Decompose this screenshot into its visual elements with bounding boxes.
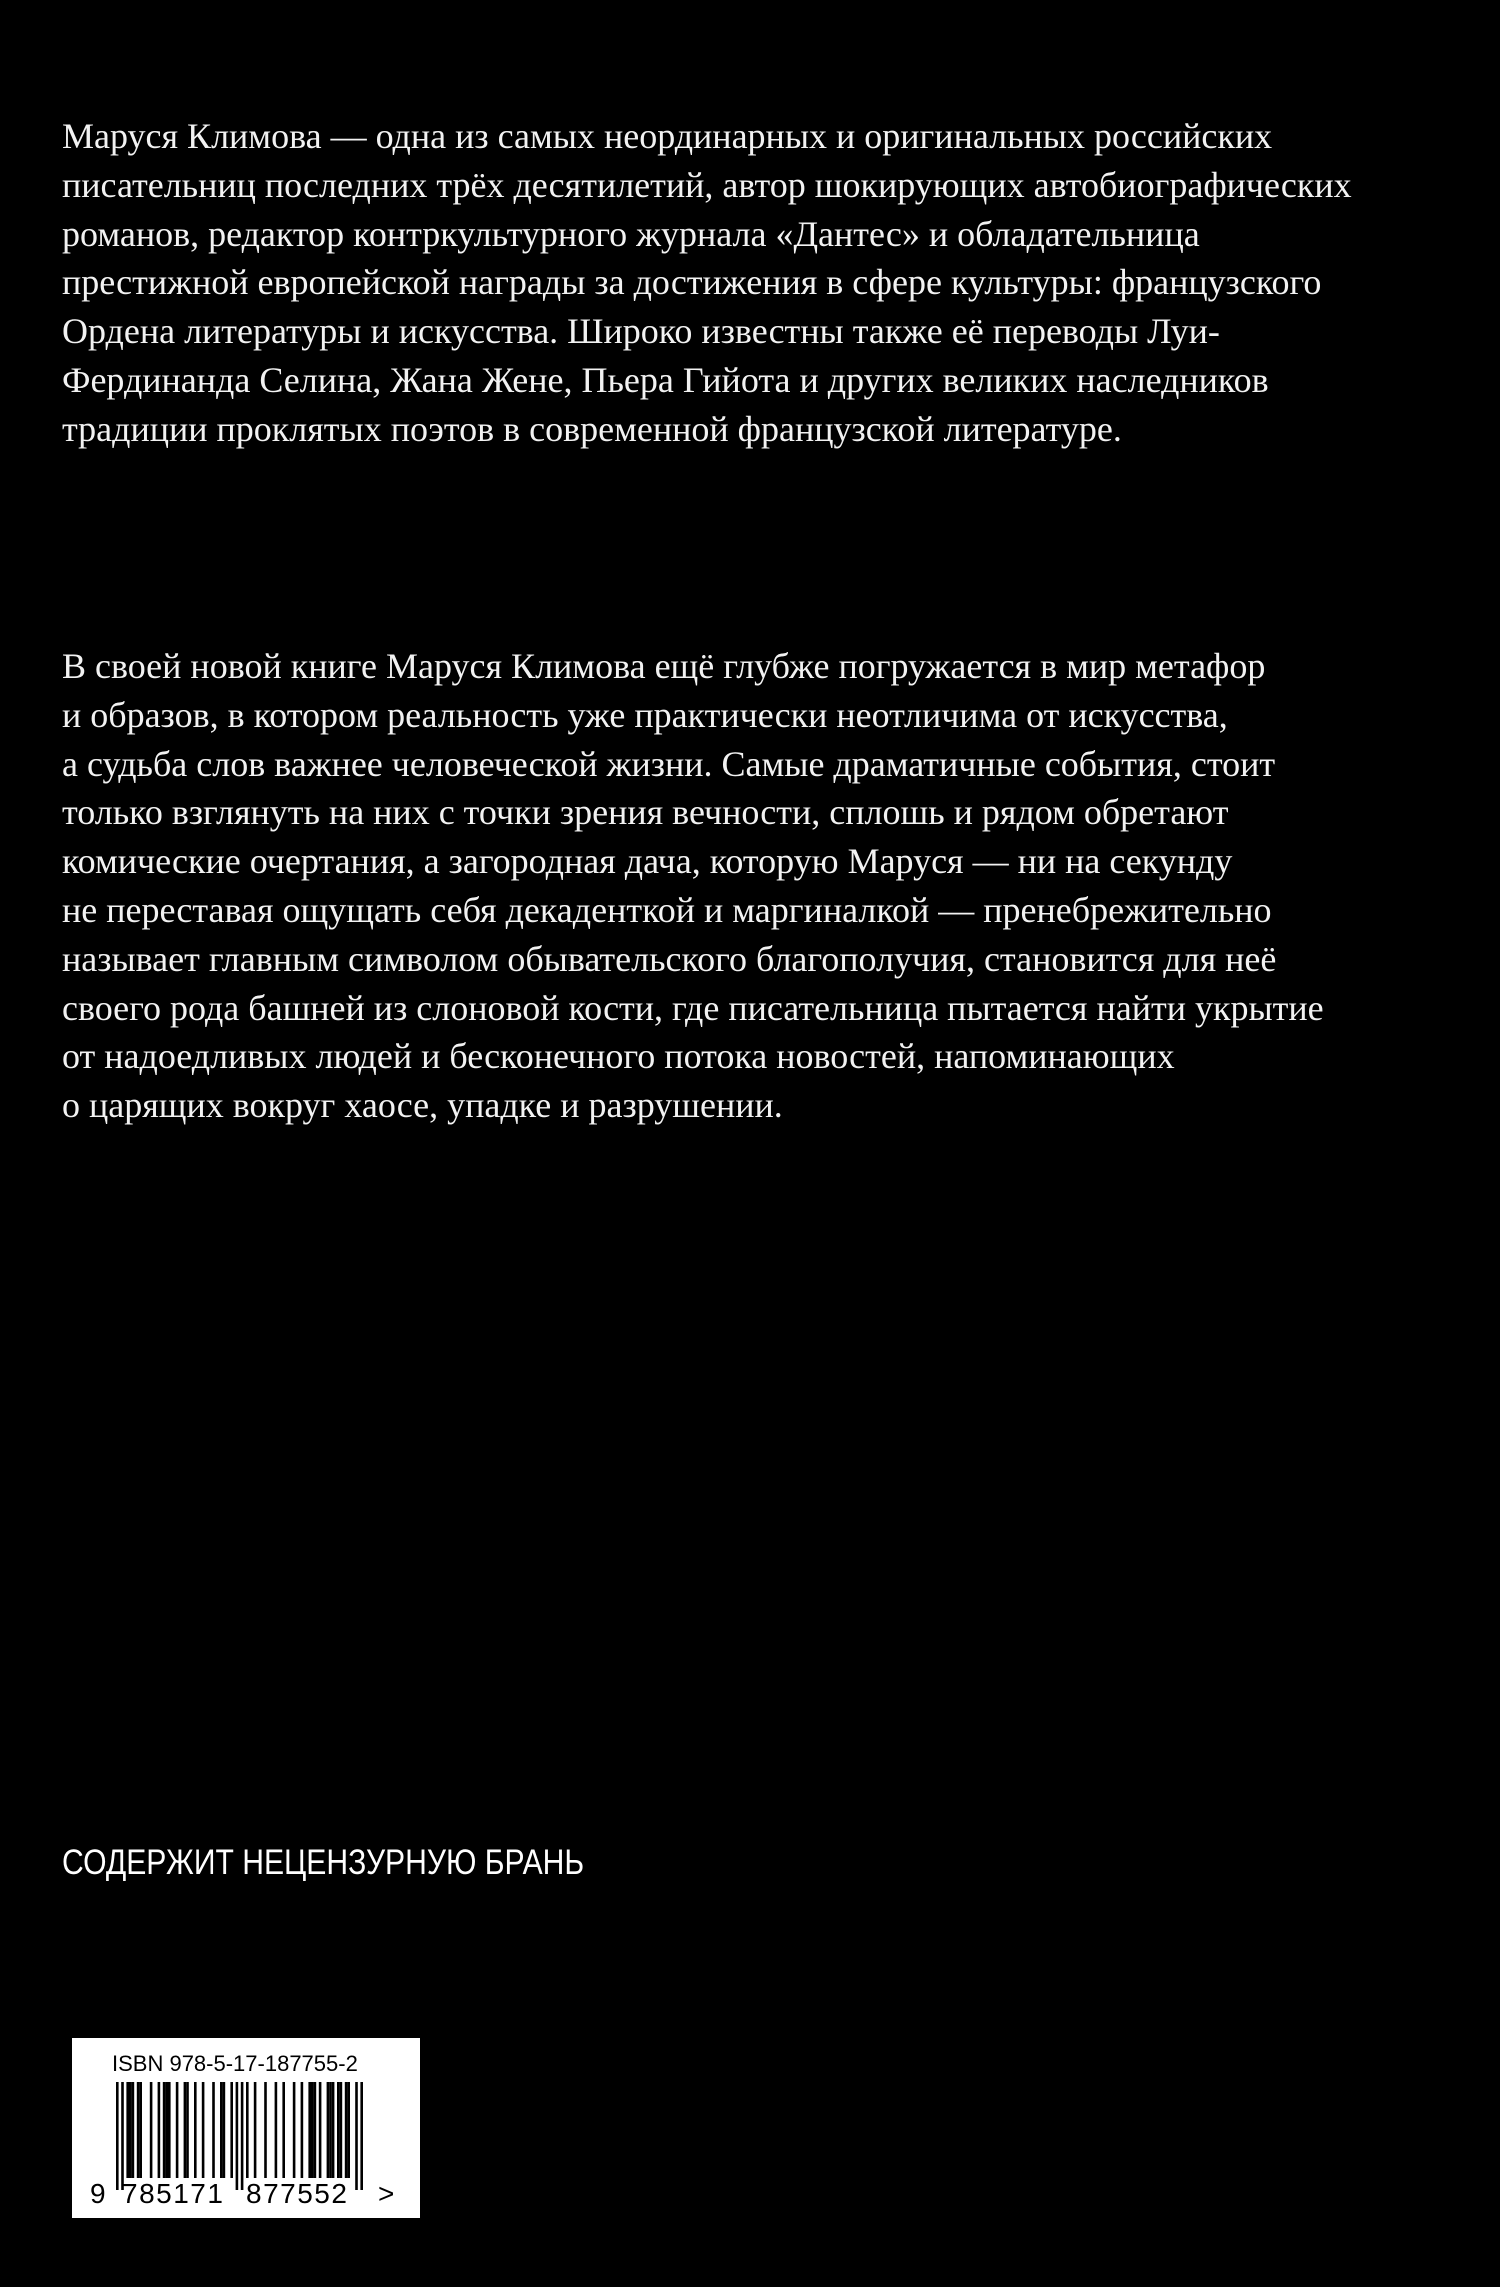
text-line: называет главным символом обывательского благополучия, становится для неё <box>62 938 1277 979</box>
text-line: престижной европейской награды за достижения в сфере культуры: французского <box>62 262 1322 303</box>
text-line: только взглянуть на них с точки зрения вечности, сплошь и рядом обретают <box>62 792 1229 833</box>
barcode-bar <box>254 2082 257 2178</box>
barcode-bar <box>184 2082 187 2178</box>
barcode-bar <box>150 2082 153 2178</box>
text-line: комические очертания, а загородная дача, которую Маруся — ни на секунду <box>62 841 1233 882</box>
barcode-bar <box>340 2082 343 2178</box>
ean-first-digit: 9 <box>90 2178 106 2209</box>
barcode-bar <box>327 2082 330 2178</box>
barcode-bar <box>314 2082 317 2178</box>
barcode-bar <box>165 2082 168 2178</box>
text-line: Фердинанда Селина, Жана Жене, Пьера Гийота и других великих наследников <box>62 359 1269 400</box>
text-line: а судьба слов важнее человеческой жизни. Самые драматичные события, стоит <box>62 743 1276 784</box>
barcode-bar <box>186 2082 189 2178</box>
barcode-bar <box>126 2082 129 2178</box>
barcode-bar <box>319 2082 322 2178</box>
barcode-bar <box>311 2082 314 2178</box>
barcode-bar <box>168 2082 171 2178</box>
text-line: о царящих вокруг хаосе, упадке и разрушении. <box>62 1085 783 1126</box>
isbn-barcode <box>72 2038 420 2218</box>
barcode-guard-bar <box>121 2082 124 2190</box>
barcode-bar <box>212 2082 215 2178</box>
barcode-bar <box>301 2082 304 2178</box>
quiet-zone-mark: > <box>378 2178 395 2209</box>
barcode-bar <box>223 2082 226 2178</box>
text-line: романов, редактор контркультурного журнала «Дантес» и обладательница <box>62 213 1200 254</box>
text-line: писательниц последних трёх десятилетий, автор шокирующих автобиографических <box>62 164 1352 205</box>
barcode-bar <box>308 2082 311 2178</box>
barcode-bar <box>329 2082 332 2178</box>
text-line: не переставая ощущать себя декаденткой и маргиналкой — пренебрежительно <box>62 889 1272 930</box>
barcode-guard-bar <box>241 2082 244 2190</box>
text-line: от надоедливых людей и бесконечного потока новостей, напоминающих <box>62 1036 1175 1077</box>
barcode-bar <box>137 2082 140 2178</box>
barcode-bar <box>220 2082 223 2178</box>
book-description-paragraph <box>62 642 1462 1130</box>
text-line: традиции проклятых поэтов в современной французской литературе. <box>62 408 1122 449</box>
barcode-bar <box>163 2082 166 2178</box>
barcode-bar <box>158 2082 161 2178</box>
barcode-guard-bar <box>360 2082 363 2190</box>
text-line: своего рода башней из слоновой кости, где писательница пытается найти укрытие <box>62 987 1324 1028</box>
text-line: Маруся Климова — одна из самых неординарных и оригинальных российских <box>62 116 1273 156</box>
barcode-bar <box>139 2082 142 2178</box>
barcode-bar <box>176 2082 179 2178</box>
ean-left-digits: 785171 <box>122 2178 225 2209</box>
barcode-bar <box>282 2082 285 2178</box>
ean-digits <box>72 2178 420 2210</box>
barcode-bar <box>332 2082 335 2178</box>
isbn-label: ISBN 978-5-17-187755-2 <box>112 2051 358 2076</box>
barcode-guard-bar <box>236 2082 239 2190</box>
ean-right-digits: 877552 <box>246 2178 349 2209</box>
barcode-bar <box>345 2082 348 2178</box>
barcode-guard-bar <box>116 2082 119 2190</box>
barcode-bar <box>132 2082 135 2178</box>
barcode-bar <box>337 2082 340 2178</box>
profanity-warning: СОДЕРЖИТ НЕЦЕНЗУРНУЮ БРАНЬ <box>62 1843 585 1882</box>
barcode-guard-bar <box>355 2082 358 2190</box>
barcode-bar <box>246 2082 249 2178</box>
barcode-bar <box>129 2082 132 2178</box>
text-line: Ордена литературы и искусства. Широко известны также её переводы Луи- <box>62 311 1220 352</box>
author-bio-paragraph <box>62 112 1462 454</box>
barcode-bar <box>347 2082 350 2178</box>
barcode-bar <box>293 2082 296 2178</box>
text-line: и образов, в котором реальность уже практически неотличима от искусства, <box>62 694 1228 735</box>
barcode-bar <box>230 2082 233 2178</box>
barcode-bar <box>275 2082 278 2178</box>
barcode-bar <box>202 2082 205 2178</box>
barcode-bar <box>194 2082 197 2178</box>
text-line: В своей новой книге Маруся Климова ещё глубже погружается в мир метафор <box>62 646 1266 686</box>
barcode-bar <box>264 2082 267 2178</box>
